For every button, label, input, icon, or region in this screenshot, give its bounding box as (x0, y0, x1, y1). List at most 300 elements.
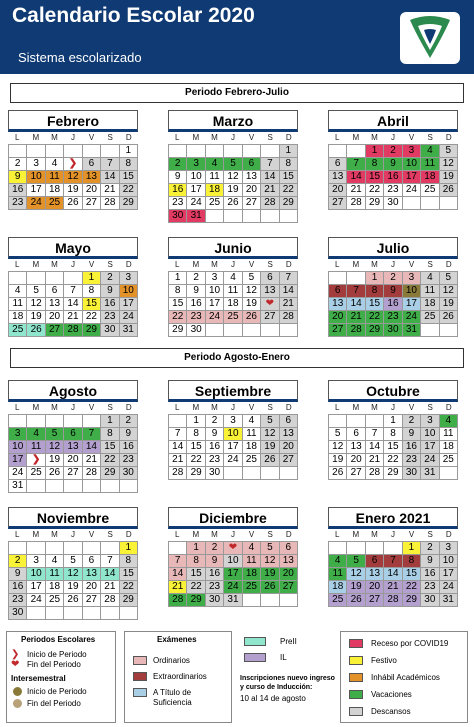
day-cell: 4 (46, 158, 64, 171)
day-cell: 23 (9, 197, 27, 210)
day-cell: 4 (46, 555, 64, 568)
weekday-label: M (192, 403, 200, 412)
day-cell: 24 (206, 311, 224, 324)
day-cell: 15 (120, 171, 138, 184)
day-cell: 8 (187, 555, 205, 568)
empty-cell (83, 607, 101, 620)
day-cell: 22 (280, 184, 298, 197)
day-cell: 19 (46, 454, 64, 467)
day-cell: 5 (440, 145, 458, 158)
day-cell: 30 (169, 210, 187, 223)
empty-cell (366, 415, 384, 428)
month-octubre (328, 380, 458, 494)
legend-suficiencia: Suficiencia (153, 698, 192, 707)
day-cell: 4 (243, 542, 261, 555)
month-enero-2021 (328, 507, 458, 621)
month-title: Febrero (8, 110, 138, 132)
day-cell: 20 (64, 454, 82, 467)
day-cell: 27 (83, 594, 101, 607)
weekday-label: V (408, 403, 415, 412)
day-cell: 7 (169, 555, 187, 568)
empty-cell (64, 272, 82, 285)
day-cell: 30 (384, 324, 402, 337)
legend-otros (340, 631, 468, 723)
empty-cell (347, 272, 365, 285)
weekday-label: S (107, 530, 113, 539)
day-cell: 30 (421, 594, 439, 607)
day-cell: 12 (224, 171, 242, 184)
day-cell: 7 (83, 428, 101, 441)
day-cell: 11 (46, 568, 64, 581)
intersemestral-end-icon (13, 699, 22, 708)
day-cell: 28 (366, 467, 384, 480)
university-logo (400, 12, 460, 64)
empty-cell (169, 542, 187, 555)
day-cell: 4 (27, 428, 45, 441)
day-cell: 14 (169, 441, 187, 454)
day-cell: 10 (403, 285, 421, 298)
day-cell: 5 (261, 542, 279, 555)
empty-cell (261, 594, 279, 607)
day-cell: 6 (83, 555, 101, 568)
weekday-label: J (230, 133, 235, 142)
legend-periodos-title: Periodos Escolares (21, 635, 96, 644)
legend-examenes (124, 631, 232, 723)
empty-cell (206, 324, 224, 337)
empty-cell (329, 145, 347, 158)
day-cell: 7 (347, 158, 365, 171)
day-cell: 8 (120, 158, 138, 171)
day-cell: 9 (187, 285, 205, 298)
day-cell: 6 (280, 415, 298, 428)
day-cell: 10 (187, 171, 205, 184)
day-cell: 23 (421, 581, 439, 594)
month-marzo (168, 110, 298, 224)
weekday-label: D (445, 133, 452, 142)
day-cell: 19 (27, 311, 45, 324)
day-cell: 20 (280, 568, 298, 581)
day-cell: 12 (64, 568, 82, 581)
day-cell: 7 (384, 555, 402, 568)
day-cell: 27 (280, 581, 298, 594)
day-cell: 6 (347, 428, 365, 441)
weekday-label: L (175, 530, 180, 539)
empty-cell (46, 145, 64, 158)
day-cell: 25 (9, 324, 27, 337)
weekday-label: M (51, 260, 58, 269)
weekday-label: D (285, 530, 292, 539)
day-cell: 20 (83, 581, 101, 594)
day-cell: 24 (421, 454, 439, 467)
day-cell: 15 (403, 568, 421, 581)
empty-cell (9, 272, 27, 285)
weekday-label: V (248, 403, 255, 412)
day-cell: 29 (120, 197, 138, 210)
day-cell: 20 (366, 581, 384, 594)
day-cell: 22 (366, 311, 384, 324)
weekday-label: J (390, 530, 395, 539)
weekday-header (328, 402, 458, 414)
day-cell: 21 (101, 184, 119, 197)
start-period-icon: ❯ (11, 649, 20, 660)
empty-cell (9, 542, 27, 555)
legend-intersemestral: Intersemestral (11, 674, 66, 683)
day-cell: 14 (347, 298, 365, 311)
day-cell: 26 (440, 311, 458, 324)
day-cell: 18 (224, 298, 242, 311)
empty-cell (101, 607, 119, 620)
day-cell: 20 (329, 311, 347, 324)
day-grid (168, 144, 298, 223)
empty-cell (261, 210, 279, 223)
weekday-header (168, 402, 298, 414)
weekday-label: V (88, 133, 95, 142)
day-cell: 8 (366, 285, 384, 298)
day-cell: 14 (280, 285, 298, 298)
empty-cell (101, 542, 119, 555)
day-cell: 5 (329, 428, 347, 441)
day-cell: 23 (384, 184, 402, 197)
day-cell: 24 (120, 311, 138, 324)
weekday-label: V (88, 530, 95, 539)
day-cell: 31 (421, 467, 439, 480)
weekday-label: M (32, 403, 40, 412)
weekday-label: L (335, 403, 340, 412)
day-cell: 10 (440, 555, 458, 568)
day-grid (328, 541, 458, 607)
period-start-icon: ❯ (64, 158, 82, 171)
day-cell: 5 (64, 555, 82, 568)
inscripciones-line2: y curso de Inducción: (240, 684, 313, 691)
month-julio (328, 237, 458, 351)
day-cell: 16 (187, 298, 205, 311)
legend-il: IL (280, 653, 287, 662)
weekday-label: J (70, 260, 75, 269)
month-title: Julio (328, 237, 458, 259)
day-cell: 3 (27, 555, 45, 568)
day-cell: 3 (206, 272, 224, 285)
weekday-header (168, 529, 298, 541)
day-cell: 10 (206, 285, 224, 298)
day-cell: 27 (280, 454, 298, 467)
weekday-label: M (352, 403, 360, 412)
empty-cell (421, 197, 439, 210)
day-cell: 1 (384, 415, 402, 428)
day-cell: 16 (9, 581, 27, 594)
day-cell: 29 (101, 467, 119, 480)
day-cell: 17 (224, 441, 242, 454)
weekday-label: L (15, 260, 20, 269)
weekday-label: M (371, 530, 378, 539)
day-cell: 3 (9, 428, 27, 441)
weekday-label: J (390, 403, 395, 412)
weekday-header (328, 529, 458, 541)
swatch-prell (244, 637, 266, 646)
day-cell: 31 (224, 594, 242, 607)
day-cell: 27 (261, 311, 279, 324)
weekday-label: M (192, 133, 200, 142)
day-cell: 25 (440, 454, 458, 467)
day-cell: 21 (366, 454, 384, 467)
day-cell: 7 (169, 428, 187, 441)
day-cell: 12 (347, 568, 365, 581)
day-cell: 11 (421, 285, 439, 298)
weekday-label: J (230, 403, 235, 412)
weekday-label: V (248, 530, 255, 539)
weekday-label: M (211, 530, 218, 539)
month-junio (168, 237, 298, 351)
empty-cell (83, 480, 101, 493)
legend-prell: PreII (280, 637, 297, 646)
weekday-label: V (248, 133, 255, 142)
empty-cell (46, 272, 64, 285)
weekday-label: L (15, 530, 20, 539)
day-cell: 22 (169, 311, 187, 324)
day-cell: 29 (280, 197, 298, 210)
weekday-label: M (32, 260, 40, 269)
day-cell: 26 (64, 594, 82, 607)
weekday-label: M (211, 133, 218, 142)
empty-cell (224, 467, 242, 480)
day-cell: 21 (384, 581, 402, 594)
day-cell: 19 (440, 298, 458, 311)
day-cell: 23 (187, 311, 205, 324)
empty-cell (261, 467, 279, 480)
weekday-label: M (192, 530, 200, 539)
empty-cell (206, 145, 224, 158)
day-cell: 1 (169, 272, 187, 285)
empty-cell (27, 607, 45, 620)
day-cell: 1 (187, 542, 205, 555)
empty-cell (27, 415, 45, 428)
weekday-label: M (371, 403, 378, 412)
day-cell: 12 (64, 171, 82, 184)
weekday-label: V (88, 260, 95, 269)
empty-cell (243, 467, 261, 480)
day-cell: 22 (187, 581, 205, 594)
day-cell: 16 (421, 568, 439, 581)
day-cell: 26 (46, 467, 64, 480)
weekday-label: S (267, 133, 273, 142)
day-cell: 11 (206, 171, 224, 184)
day-grid (328, 271, 458, 337)
day-cell: 10 (224, 428, 242, 441)
day-cell: 14 (101, 568, 119, 581)
empty-cell (169, 415, 187, 428)
day-cell: 13 (64, 441, 82, 454)
day-cell: 24 (403, 184, 421, 197)
month-title: Noviembre (8, 507, 138, 529)
day-cell: 16 (169, 184, 187, 197)
weekday-label: J (230, 530, 235, 539)
day-cell: 12 (329, 441, 347, 454)
day-cell: 15 (83, 298, 101, 311)
legend-ordinarios: Ordinarios (153, 656, 190, 665)
day-cell: 2 (384, 272, 402, 285)
day-cell: 15 (120, 568, 138, 581)
page-title: Calendario Escolar 2020 (12, 4, 255, 27)
day-cell: 16 (403, 441, 421, 454)
day-cell: 30 (101, 324, 119, 337)
day-cell: 22 (187, 454, 205, 467)
day-cell: 23 (9, 594, 27, 607)
empty-cell (169, 145, 187, 158)
day-cell: 18 (46, 184, 64, 197)
weekday-label: M (352, 260, 360, 269)
page-subtitle: Sistema escolarizado (18, 50, 142, 65)
day-cell: 10 (421, 428, 439, 441)
day-cell: 4 (206, 158, 224, 171)
empty-cell (243, 145, 261, 158)
day-grid (8, 414, 138, 493)
day-cell: 20 (329, 184, 347, 197)
day-cell: 18 (421, 171, 439, 184)
day-cell: 11 (243, 555, 261, 568)
day-cell: 12 (440, 285, 458, 298)
day-cell: 19 (224, 184, 242, 197)
month-febrero (8, 110, 138, 224)
day-cell: 1 (366, 272, 384, 285)
day-cell: 29 (366, 197, 384, 210)
day-cell: 25 (243, 454, 261, 467)
month-title: Agosto (8, 380, 138, 402)
day-cell: 17 (224, 568, 242, 581)
inscripciones-line1: Inscripciones nuevo ingreso (240, 675, 335, 682)
weekday-label: D (125, 260, 132, 269)
empty-cell (261, 145, 279, 158)
day-cell: 21 (280, 298, 298, 311)
day-cell: 29 (366, 324, 384, 337)
day-cell: 7 (261, 158, 279, 171)
day-cell: 9 (101, 285, 119, 298)
day-cell: 17 (403, 298, 421, 311)
day-cell: 19 (64, 581, 82, 594)
day-cell: 14 (261, 171, 279, 184)
day-cell: 3 (403, 145, 421, 158)
day-cell: 9 (120, 428, 138, 441)
weekday-label: L (15, 403, 20, 412)
day-cell: 6 (280, 542, 298, 555)
day-cell: 21 (261, 184, 279, 197)
day-cell: 15 (187, 568, 205, 581)
legend-vacaciones: Vacaciones (371, 690, 412, 699)
empty-cell (440, 197, 458, 210)
day-cell: 13 (83, 568, 101, 581)
weekday-label: J (230, 260, 235, 269)
period-feb-jul-banner: Periodo Febrero-Julio (10, 83, 464, 103)
day-cell: 13 (83, 171, 101, 184)
day-cell: 5 (440, 272, 458, 285)
day-cell: 19 (64, 184, 82, 197)
day-grid (168, 541, 298, 607)
day-grid (8, 541, 138, 620)
empty-cell (329, 272, 347, 285)
day-cell: 15 (384, 441, 402, 454)
day-cell: 19 (243, 298, 261, 311)
day-cell: 24 (9, 467, 27, 480)
day-cell: 12 (440, 158, 458, 171)
day-cell: 6 (329, 158, 347, 171)
day-cell: 2 (9, 555, 27, 568)
day-cell: 26 (329, 467, 347, 480)
day-cell: 28 (347, 197, 365, 210)
day-cell: 2 (206, 542, 224, 555)
day-cell: 30 (120, 467, 138, 480)
empty-cell (243, 594, 261, 607)
empty-cell (329, 542, 347, 555)
day-cell: 15 (366, 171, 384, 184)
weekday-label: M (211, 403, 218, 412)
empty-cell (347, 415, 365, 428)
day-cell: 10 (120, 285, 138, 298)
weekday-label: S (267, 260, 273, 269)
empty-cell (27, 145, 45, 158)
day-cell: 6 (329, 285, 347, 298)
day-cell: 23 (206, 454, 224, 467)
empty-cell (46, 480, 64, 493)
empty-cell (440, 467, 458, 480)
weekday-label: S (427, 260, 433, 269)
day-cell: 21 (101, 581, 119, 594)
day-cell: 5 (27, 285, 45, 298)
month-noviembre (8, 507, 138, 621)
inscripciones-line3: 10 al 14 de agosto (240, 694, 306, 703)
weekday-label: M (192, 260, 200, 269)
day-cell: 21 (169, 581, 187, 594)
day-cell: 1 (101, 415, 119, 428)
swatch-descansos (349, 707, 363, 716)
empty-cell (101, 145, 119, 158)
empty-cell (224, 324, 242, 337)
day-cell: 10 (27, 568, 45, 581)
day-cell: 8 (403, 555, 421, 568)
empty-cell (120, 480, 138, 493)
legend-inicio2: Inicio de Periodo (27, 687, 87, 696)
day-cell: 28 (280, 311, 298, 324)
end-period-icon: ❤ (11, 659, 20, 670)
day-cell: 29 (187, 467, 205, 480)
day-cell: 9 (206, 555, 224, 568)
day-cell: 8 (384, 428, 402, 441)
empty-cell (46, 607, 64, 620)
weekday-label: L (175, 133, 180, 142)
empty-cell (440, 324, 458, 337)
day-cell: 20 (83, 184, 101, 197)
empty-cell (280, 210, 298, 223)
day-cell: 19 (329, 454, 347, 467)
day-cell: 10 (27, 171, 45, 184)
day-cell: 18 (421, 298, 439, 311)
day-cell: 22 (366, 184, 384, 197)
month-diciembre (168, 507, 298, 621)
day-cell: 10 (224, 555, 242, 568)
day-cell: 6 (46, 285, 64, 298)
day-cell: 22 (101, 454, 119, 467)
weekday-label: M (32, 133, 40, 142)
day-cell: 14 (347, 171, 365, 184)
weekday-label: S (107, 403, 113, 412)
day-cell: 16 (384, 171, 402, 184)
empty-cell (64, 542, 82, 555)
day-cell: 8 (120, 555, 138, 568)
weekday-header (8, 402, 138, 414)
day-cell: 7 (347, 285, 365, 298)
empty-cell (101, 480, 119, 493)
swatch-vacaciones (349, 690, 363, 699)
day-cell: 3 (224, 415, 242, 428)
day-cell: 18 (329, 581, 347, 594)
day-cell: 10 (403, 158, 421, 171)
